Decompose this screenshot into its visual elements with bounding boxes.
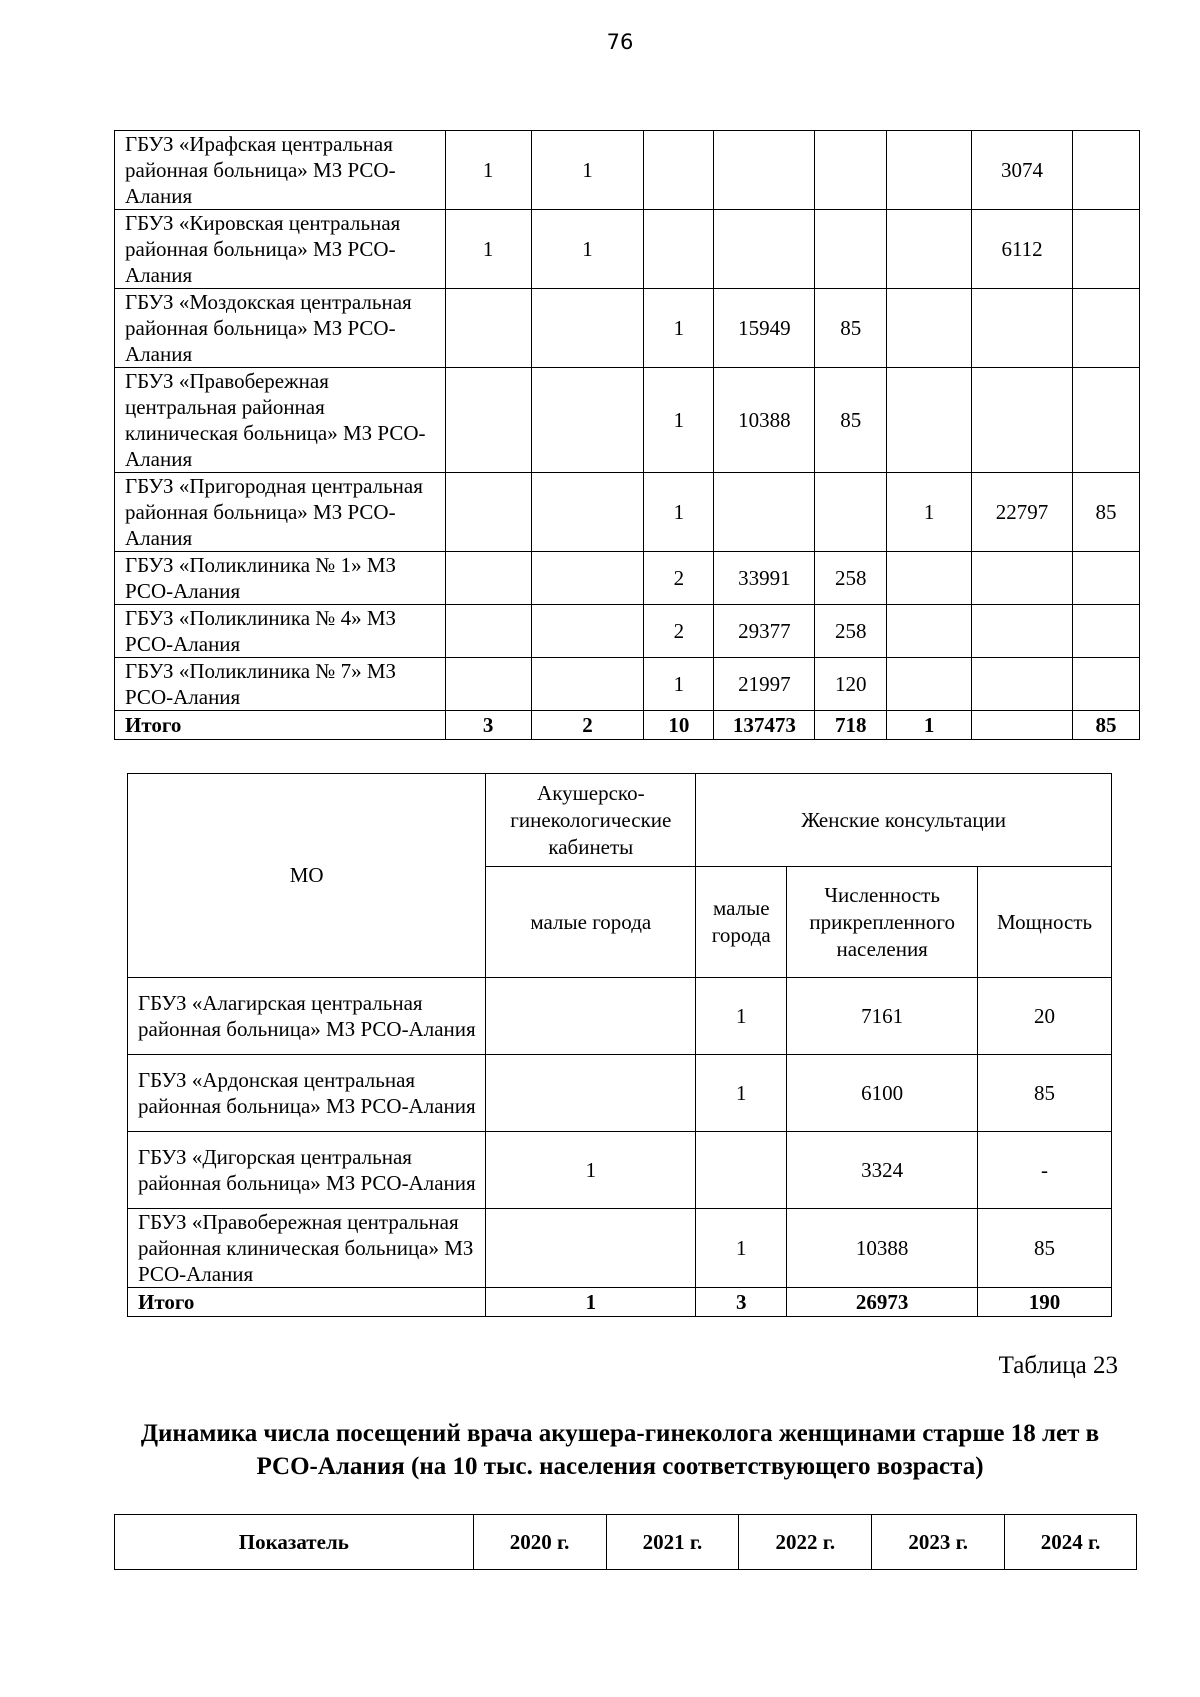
table-row — [128, 1055, 1112, 1132]
table-cell — [815, 473, 887, 552]
table-row — [128, 978, 1112, 1055]
table-cell: 10 — [644, 711, 714, 740]
table-cell: 85 — [978, 1209, 1112, 1288]
total-row — [115, 711, 1140, 740]
table-cell — [1073, 289, 1140, 368]
table-cell: 26973 — [787, 1288, 978, 1317]
table-cell: 29377 — [714, 605, 815, 658]
table-cell: 2 — [644, 552, 714, 605]
table-cell: 1 — [445, 131, 531, 210]
table-row — [115, 131, 1140, 210]
table-cell — [445, 473, 531, 552]
facility-name: ГБУЗ «Поликлиника № 4» МЗ РСО-Алания — [115, 605, 446, 658]
table-cell — [696, 1132, 787, 1209]
column-header-year: 2022 г. — [739, 1515, 872, 1570]
facility-name: ГБУЗ «Правобережная центральная районная клиническая больница» МЗ РСО-Алания — [115, 368, 446, 473]
table-cell — [1073, 552, 1140, 605]
table-cell — [972, 605, 1073, 658]
table-cell — [1073, 368, 1140, 473]
table-row — [115, 658, 1140, 711]
table-cell — [1073, 131, 1140, 210]
table-cell — [714, 210, 815, 289]
table-cell — [531, 368, 644, 473]
table-cell: 6100 — [787, 1055, 978, 1132]
facility-name: ГБУЗ «Алагирская центральная районная больница» МЗ РСО-Алания — [128, 978, 486, 1055]
total-label: Итого — [128, 1288, 486, 1317]
facility-name: ГБУЗ «Поликлиника № 1» МЗ РСО-Алания — [115, 552, 446, 605]
table-cell — [972, 711, 1073, 740]
table-row — [115, 473, 1140, 552]
table-cell: 10388 — [787, 1209, 978, 1288]
table-cell — [972, 368, 1073, 473]
facility-name: ГБУЗ «Правобережная центральная районная клиническая больница» МЗ РСО-Алания — [128, 1209, 486, 1288]
table-cell: 85 — [815, 368, 887, 473]
column-header-year: 2023 г. — [872, 1515, 1005, 1570]
facility-name: ГБУЗ «Ардонская центральная районная больница» МЗ РСО-Алания — [128, 1055, 486, 1132]
table-cell — [445, 658, 531, 711]
table-cell: 85 — [1073, 473, 1140, 552]
table-cell: 1 — [531, 131, 644, 210]
facility-name: ГБУЗ «Моздокская центральная районная больница» МЗ РСО-Алания — [115, 289, 446, 368]
column-header-group-cabinets: Акушерско-гинекологические кабинеты — [486, 774, 696, 867]
table-cell — [644, 131, 714, 210]
table-cell: 1 — [486, 1132, 696, 1209]
table-cell: 718 — [815, 711, 887, 740]
facility-name: ГБУЗ «Кировская центральная районная больница» МЗ РСО-Алания — [115, 210, 446, 289]
table-cell — [531, 289, 644, 368]
table-cell: 1 — [644, 658, 714, 711]
column-header-population: Численность прикрепленного населения — [787, 867, 978, 978]
table-cell: 6112 — [972, 210, 1073, 289]
table-cell: 258 — [815, 605, 887, 658]
womens-consultations-table — [127, 773, 1112, 1317]
facility-name: ГБУЗ «Ирафская центральная районная больница» МЗ РСО-Алания — [115, 131, 446, 210]
table-cell: 85 — [815, 289, 887, 368]
table-cell: 1 — [887, 473, 972, 552]
table-cell — [887, 131, 972, 210]
table-cell — [714, 473, 815, 552]
table-row — [115, 210, 1140, 289]
table-cell — [972, 289, 1073, 368]
table-cell: 1 — [887, 711, 972, 740]
table-cell: 120 — [815, 658, 887, 711]
table-cell — [531, 552, 644, 605]
table-cell — [887, 605, 972, 658]
column-header-group-consultations: Женские консультации — [696, 774, 1112, 867]
table-cell — [486, 1209, 696, 1288]
table-cell — [887, 658, 972, 711]
table-cell: 15949 — [714, 289, 815, 368]
column-header-year: 2024 г. — [1005, 1515, 1137, 1570]
table-cell: 22797 — [972, 473, 1073, 552]
table-cell: 1 — [696, 1209, 787, 1288]
table-cell: 3 — [696, 1288, 787, 1317]
table-cell: 1 — [696, 1055, 787, 1132]
table-row — [115, 605, 1140, 658]
column-header-year: 2021 г. — [606, 1515, 739, 1570]
table-cell — [445, 605, 531, 658]
table-cell — [486, 1055, 696, 1132]
table-cell: 3324 — [787, 1132, 978, 1209]
table-cell: 2 — [531, 711, 644, 740]
table-cell: 20 — [978, 978, 1112, 1055]
table-cell: 258 — [815, 552, 887, 605]
table-cell: - — [978, 1132, 1112, 1209]
column-header-year: 2020 г. — [473, 1515, 606, 1570]
table-cell — [1073, 210, 1140, 289]
table-row — [115, 552, 1140, 605]
visits-dynamics-table — [114, 1514, 1137, 1570]
table-cell — [887, 289, 972, 368]
table-cell — [887, 552, 972, 605]
table-cell — [972, 658, 1073, 711]
table-cell — [815, 131, 887, 210]
table-cell — [445, 289, 531, 368]
table-cell: 1 — [486, 1288, 696, 1317]
total-label: Итого — [115, 711, 446, 740]
table-row — [128, 1209, 1112, 1288]
table-cell: 7161 — [787, 978, 978, 1055]
column-header-small-towns: малые города — [486, 867, 696, 978]
table-row — [115, 289, 1140, 368]
column-header-indicator: Показатель — [115, 1515, 474, 1570]
column-header-capacity: Мощность — [978, 867, 1112, 978]
table-cell: 10388 — [714, 368, 815, 473]
table-cell — [815, 210, 887, 289]
table-caption: Таблица 23 — [998, 1352, 1118, 1379]
table-cell — [644, 210, 714, 289]
section-heading: Динамика числа посещений врача акушера-гинеколога женщинами старше 18 лет в РСО-Алания (на 10 тыс. населения соответствующего возраста) — [140, 1420, 1100, 1480]
table-cell: 85 — [1073, 711, 1140, 740]
table-cell — [887, 210, 972, 289]
table-cell: 1 — [696, 978, 787, 1055]
facility-name: ГБУЗ «Пригородная центральная районная больница» МЗ РСО-Алания — [115, 473, 446, 552]
table-cell: 1 — [644, 289, 714, 368]
table-cell — [445, 552, 531, 605]
table-cell: 3074 — [972, 131, 1073, 210]
table-cell: 1 — [445, 210, 531, 289]
table-cell — [531, 658, 644, 711]
table-cell — [531, 605, 644, 658]
table-cell: 137473 — [714, 711, 815, 740]
page-number: 76 — [606, 30, 634, 54]
table-cell — [1073, 658, 1140, 711]
table-cell: 190 — [978, 1288, 1112, 1317]
table-cell: 1 — [531, 210, 644, 289]
table-cell: 85 — [978, 1055, 1112, 1132]
table-cell — [486, 978, 696, 1055]
column-header-small-towns: малые города — [696, 867, 787, 978]
total-row — [128, 1288, 1112, 1317]
table-cell — [445, 368, 531, 473]
table-cell — [714, 131, 815, 210]
facility-name: ГБУЗ «Дигорская центральная районная больница» МЗ РСО-Алания — [128, 1132, 486, 1209]
table-cell — [972, 552, 1073, 605]
table-cell: 1 — [644, 473, 714, 552]
table-cell — [887, 368, 972, 473]
facility-name: ГБУЗ «Поликлиника № 7» МЗ РСО-Алания — [115, 658, 446, 711]
table-cell: 33991 — [714, 552, 815, 605]
table-cell: 3 — [445, 711, 531, 740]
table-cell: 21997 — [714, 658, 815, 711]
facilities-table-continued — [114, 130, 1140, 740]
table-cell: 1 — [644, 368, 714, 473]
table-cell: 2 — [644, 605, 714, 658]
table-cell — [531, 473, 644, 552]
table-cell — [1073, 605, 1140, 658]
column-header-mo: МО — [128, 774, 486, 978]
table-row — [115, 368, 1140, 473]
table-row — [128, 1132, 1112, 1209]
